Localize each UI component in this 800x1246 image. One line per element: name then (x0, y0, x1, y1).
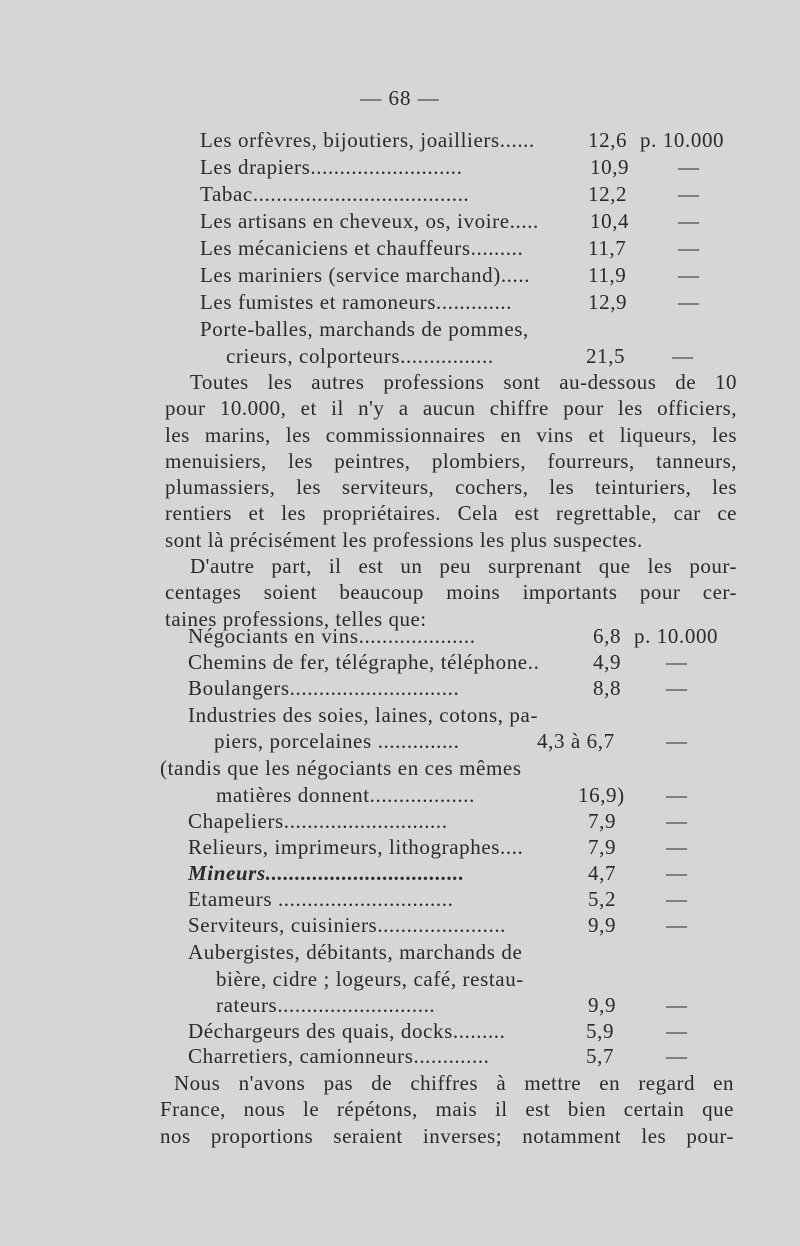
paragraph-line: D'autre part, il est un peu surprenant que les pour- (190, 554, 737, 578)
entry-value: 7,9 (588, 835, 617, 859)
list-item (200, 154, 720, 180)
entry-unit: p. 10.000 (634, 624, 719, 648)
entry-label: Les mécaniciens et chauffeurs......... (200, 236, 524, 260)
entry-unit: — (678, 155, 700, 179)
industries-line1: Industries des soies, laines, cotons, pa- (188, 703, 539, 727)
paragraph-line: centages soient beaucoup moins importants pour cer- (165, 580, 737, 605)
list-item (200, 181, 720, 207)
entry-value: 5,9 (586, 1019, 615, 1043)
entry-label: Charretiers, camionneurs............. (188, 1044, 490, 1068)
entry-value: 7,9 (588, 809, 617, 833)
entry-value: 4,3 à 6,7 (537, 729, 615, 753)
list-item (188, 1043, 728, 1069)
entry-value: 8,8 (593, 676, 622, 700)
list-item (188, 886, 728, 912)
entry-label: Mineurs.................................. (188, 861, 465, 885)
entry-unit: — (666, 783, 688, 807)
entry-value: 11,7 (588, 236, 627, 260)
paragraph-line: pour 10.000, et il n'y a aucun chiffre pour les officiers, (165, 396, 737, 421)
entry-unit: — (678, 209, 700, 233)
list-item (188, 860, 728, 886)
list-item (188, 623, 728, 649)
entry-label: matières donnent.................. (216, 783, 475, 807)
entry-label: Serviteurs, cuisiniers...................... (188, 913, 507, 937)
entry-unit: — (666, 861, 688, 885)
entry-unit: — (678, 182, 700, 206)
entry-value: 21,5 (586, 344, 626, 368)
entry-value: 12,2 (588, 182, 628, 206)
paragraph-line: France, nous le répétons, mais il est bien certain que (160, 1097, 734, 1122)
entry-label: Les fumistes et ramoneurs............. (200, 290, 513, 314)
entry-unit: — (666, 913, 688, 937)
tandis-line1: (tandis que les négociants en ces mêmes (160, 756, 522, 780)
paragraph-line: plumassiers, les serviteurs, cochers, les teinturiers, les (165, 475, 737, 500)
entry-value: 5,2 (588, 887, 617, 911)
entry-unit: — (666, 809, 688, 833)
entry-value: 4,7 (588, 861, 617, 885)
entry-label: Etameurs .............................. (188, 887, 454, 911)
entry-label: Relieurs, imprimeurs, lithographes.... (188, 835, 524, 859)
entry-label: Boulangers............................. (188, 676, 460, 700)
list-item (188, 808, 728, 834)
list-item (216, 992, 728, 1018)
paragraph-line: Nous n'avons pas de chiffres à mettre en regard en (174, 1071, 734, 1095)
list-item (200, 262, 720, 288)
list-item (214, 728, 728, 754)
entry-value: 12,9 (588, 290, 628, 314)
entry-unit: — (678, 263, 700, 287)
entry-value: 16,9) (578, 783, 625, 807)
paragraph-1 (165, 369, 737, 553)
porte-balles-line1: Porte-balles, marchands de pommes, (200, 317, 529, 341)
list-item (216, 782, 728, 808)
entry-value: 9,9 (588, 913, 617, 937)
list-item (188, 675, 728, 701)
page-number: — 68 — (360, 86, 440, 110)
entry-label: Chemins de fer, télégraphe, téléphone.. (188, 650, 540, 674)
entry-unit: — (666, 1044, 688, 1068)
entry-value: 10,4 (590, 209, 630, 233)
entry-value: 5,7 (586, 1044, 615, 1068)
entry-unit: — (672, 344, 694, 368)
paragraph-line: rentiers et les propriétaires. Cela est regrettable, car ce (165, 501, 737, 526)
entry-value: 12,6 (588, 128, 628, 152)
entry-label: Tabac..................................... (200, 182, 470, 206)
entry-unit: — (666, 993, 688, 1017)
entry-unit: — (666, 650, 688, 674)
entry-value: 11,9 (588, 263, 627, 287)
entry-unit: — (666, 835, 688, 859)
list-item (188, 834, 728, 860)
list-item (200, 289, 720, 315)
paragraph-line: nos proportions seraient inverses; notamment les pour- (160, 1123, 734, 1148)
entry-unit: — (666, 887, 688, 911)
list-item (188, 912, 728, 938)
list-item (200, 235, 720, 261)
entry-unit: — (666, 1019, 688, 1043)
entry-value: 10,9 (590, 155, 630, 179)
entry-unit: — (678, 236, 700, 260)
entry-unit: — (678, 290, 700, 314)
entry-label: Chapeliers............................ (188, 809, 448, 833)
list-item (200, 208, 720, 234)
entry-label: Les drapiers.......................... (200, 155, 463, 179)
paragraph-line: taines professions, telles que: (165, 606, 427, 631)
entry-label: Les artisans en cheveux, os, ivoire..... (200, 209, 539, 233)
list-item (226, 343, 720, 369)
entry-label: Déchargeurs des quais, docks......... (188, 1019, 506, 1043)
aubergistes-line1: Aubergistes, débitants, marchands de (188, 940, 523, 964)
list-item (200, 127, 725, 153)
list-item (188, 649, 728, 675)
paragraph-3 (160, 1070, 734, 1149)
entry-value: 4,9 (593, 650, 622, 674)
paragraph-line: sont là précisément les professions les plus suspectes. (165, 527, 643, 552)
entry-label: Négociants en vins.................... (188, 624, 476, 648)
paragraph-2 (165, 553, 737, 632)
aubergistes-line2: bière, cidre ; logeurs, café, restau- (216, 967, 524, 991)
entry-label: rateurs........................... (216, 993, 436, 1017)
entry-label: crieurs, colporteurs................ (226, 344, 494, 368)
list-item (188, 1018, 728, 1044)
entry-unit: — (666, 729, 688, 753)
entry-unit: — (666, 676, 688, 700)
entry-unit: p. 10.000 (640, 128, 725, 152)
entry-label: Les mariniers (service marchand)..... (200, 263, 531, 287)
paragraph-line: les marins, les commissionnaires en vins et liqueurs, les (165, 422, 737, 447)
entry-label: Les orfèvres, bijoutiers, joailliers...... (200, 128, 535, 152)
paragraph-line: Toutes les autres professions sont au-dessous de 10 (190, 370, 737, 394)
entry-label: piers, porcelaines .............. (214, 729, 460, 753)
paragraph-line: menuisiers, les peintres, plombiers, fourreurs, tanneurs, (165, 448, 737, 473)
entry-value: 6,8 (593, 624, 622, 648)
entry-value: 9,9 (588, 993, 617, 1017)
